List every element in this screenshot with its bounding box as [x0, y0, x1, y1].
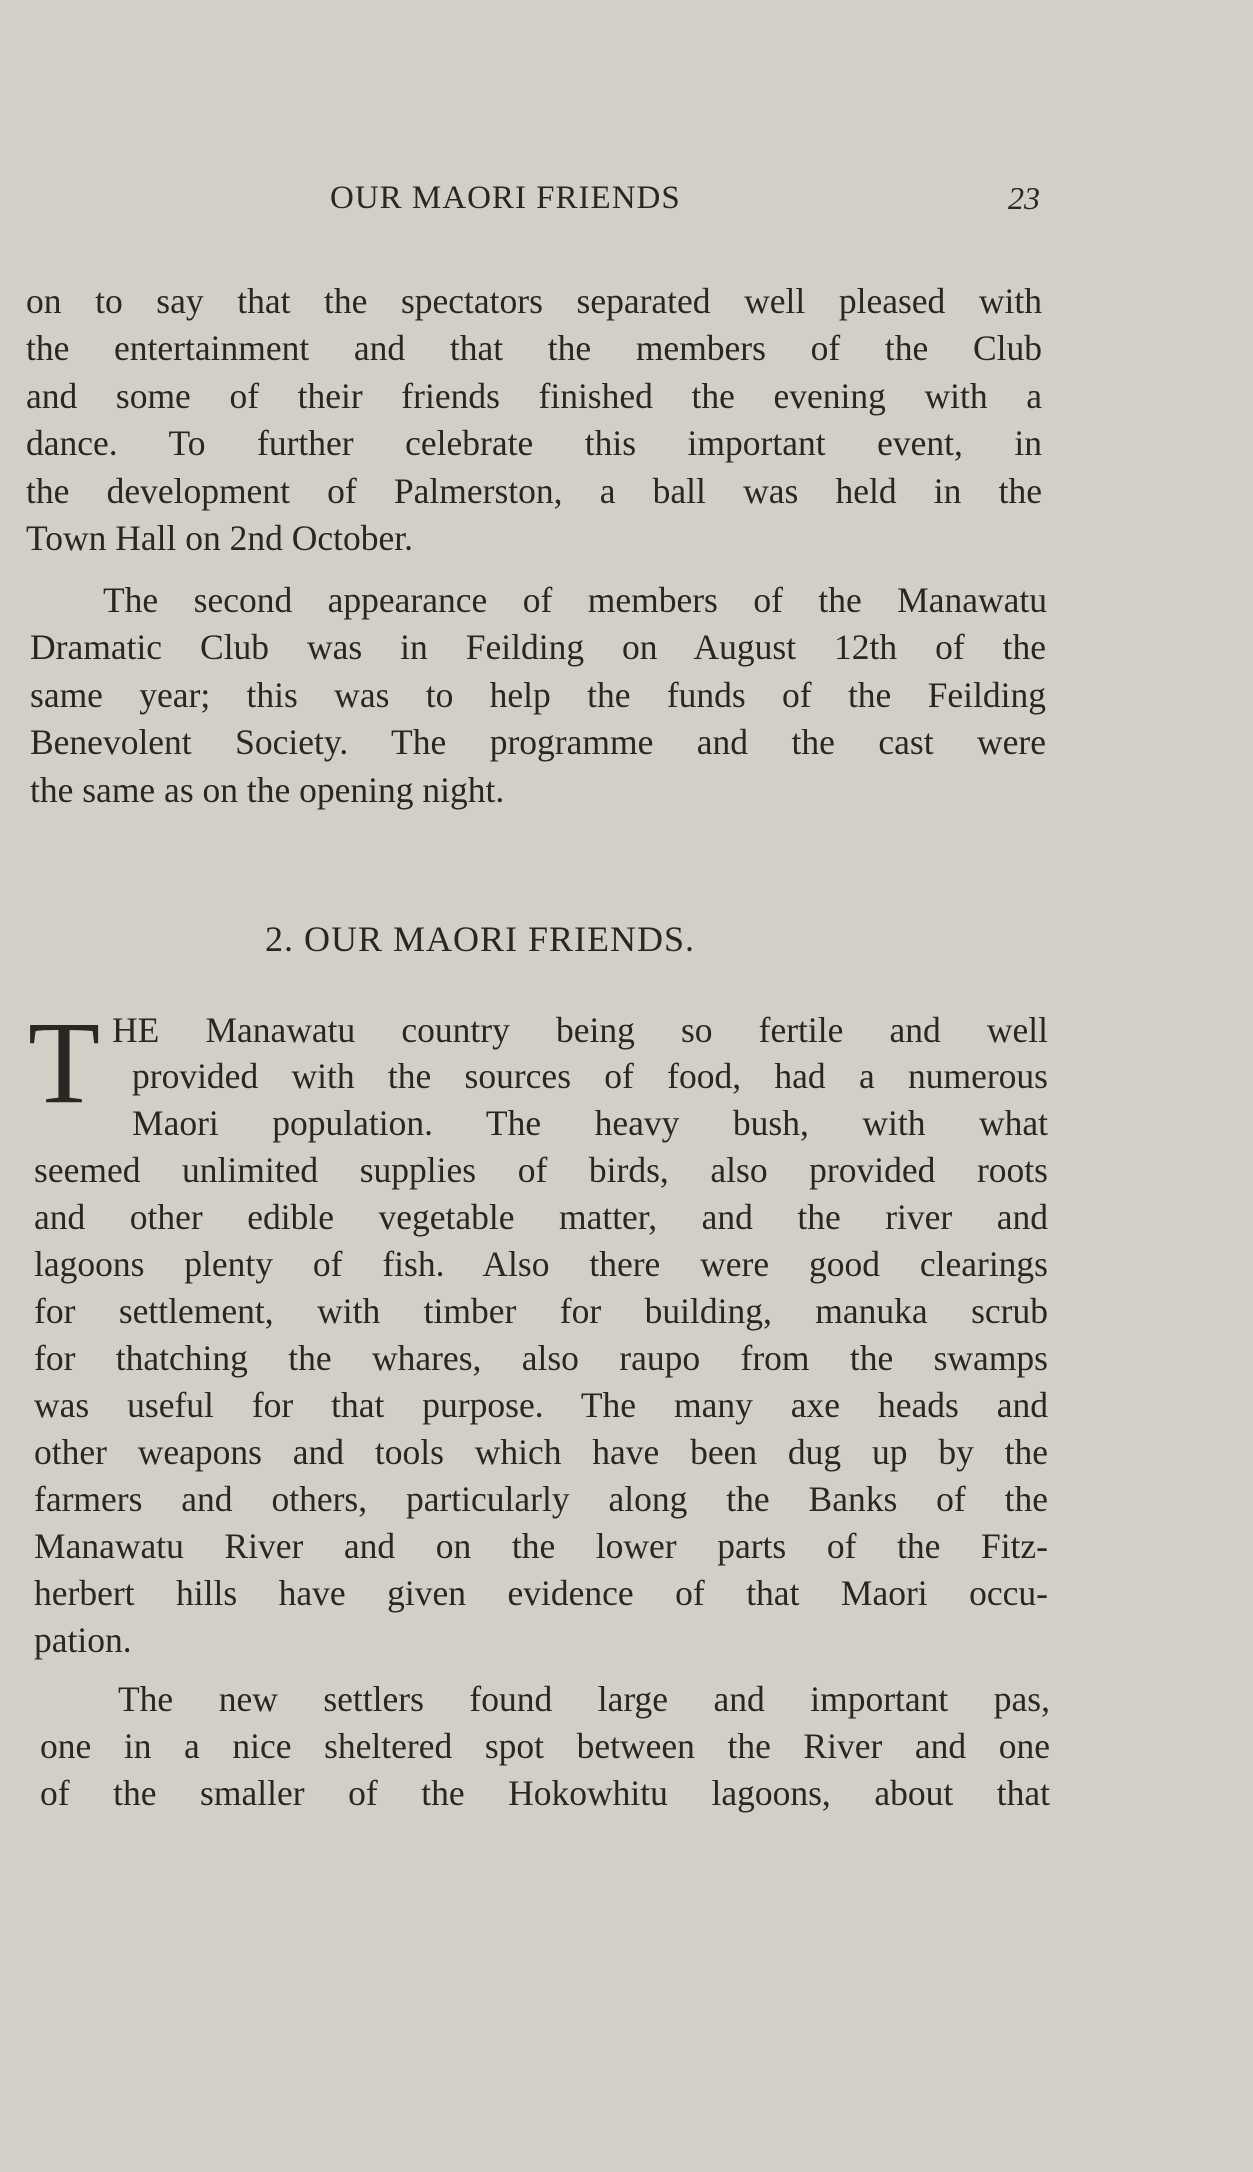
- paragraph-1-line: the development of Palmerston, a ball was held in the: [26, 471, 1042, 511]
- paragraph-2-line: Dramatic Club was in Feilding on August 12th of the: [30, 627, 1046, 667]
- drop-cap: T: [28, 997, 101, 1128]
- paragraph-3-line: HE Manawatu country being so fertile and well: [112, 1010, 1048, 1050]
- paragraph-3-line: for thatching the whares, also raupo from the swamps: [34, 1338, 1048, 1378]
- paragraph-3-line: Manawatu River and on the lower parts of the Fitz-: [34, 1526, 1048, 1566]
- paragraph-3-line: herbert hills have given evidence of that Maori occu-: [34, 1573, 1048, 1613]
- paragraph-3-line: farmers and others, particularly along the Banks of the: [34, 1479, 1048, 1519]
- paragraph-3-line: for settlement, with timber for building, manuka scrub: [34, 1291, 1048, 1331]
- page-number: 23: [1008, 180, 1040, 216]
- paragraph-2-line: the same as on the opening night.: [30, 770, 505, 810]
- paragraph-3-line: and other edible vegetable matter, and the river and: [34, 1197, 1048, 1237]
- paragraph-3-line: was useful for that purpose. The many axe heads and: [34, 1385, 1048, 1425]
- paragraph-4-line: The new settlers found large and important pas,: [118, 1679, 1050, 1719]
- paragraph-4-line: of the smaller of the Hokowhitu lagoons, about that: [40, 1773, 1050, 1813]
- paragraph-1-line: and some of their friends finished the evening with a: [26, 376, 1042, 416]
- running-head: [0, 180, 1253, 226]
- paragraph-1-line: dance. To further celebrate this important event, in: [26, 423, 1042, 463]
- paragraph-3-line: lagoons plenty of fish. Also there were good clearings: [34, 1244, 1048, 1284]
- paragraph-4-line: one in a nice sheltered spot between the River and one: [40, 1726, 1050, 1766]
- paragraph-3-line: Maori population. The heavy bush, with what: [132, 1103, 1048, 1143]
- paragraph-2-line: same year; this was to help the funds of the Feilding: [30, 675, 1046, 715]
- paragraph-1-line: the entertainment and that the members of the Club: [26, 328, 1042, 368]
- paragraph-3-line: provided with the sources of food, had a numerous: [132, 1056, 1048, 1096]
- paragraph-3-line: other weapons and tools which have been dug up by the: [34, 1432, 1048, 1472]
- paragraph-1-line: on to say that the spectators separated well pleased with: [26, 281, 1042, 321]
- paragraph-2-line: The second appearance of members of the Manawatu: [103, 580, 1047, 620]
- paragraph-1-line: Town Hall on 2nd October.: [26, 518, 413, 558]
- paragraph-3-line: pation.: [34, 1620, 132, 1660]
- paragraph-2-line: Benevolent Society. The programme and the cast were: [30, 722, 1046, 762]
- paragraph-3-line: seemed unlimited supplies of birds, also provided roots: [34, 1150, 1048, 1190]
- section-heading-text: 2. OUR MAORI FRIENDS.: [265, 919, 696, 959]
- running-title: OUR MAORI FRIENDS: [330, 180, 681, 216]
